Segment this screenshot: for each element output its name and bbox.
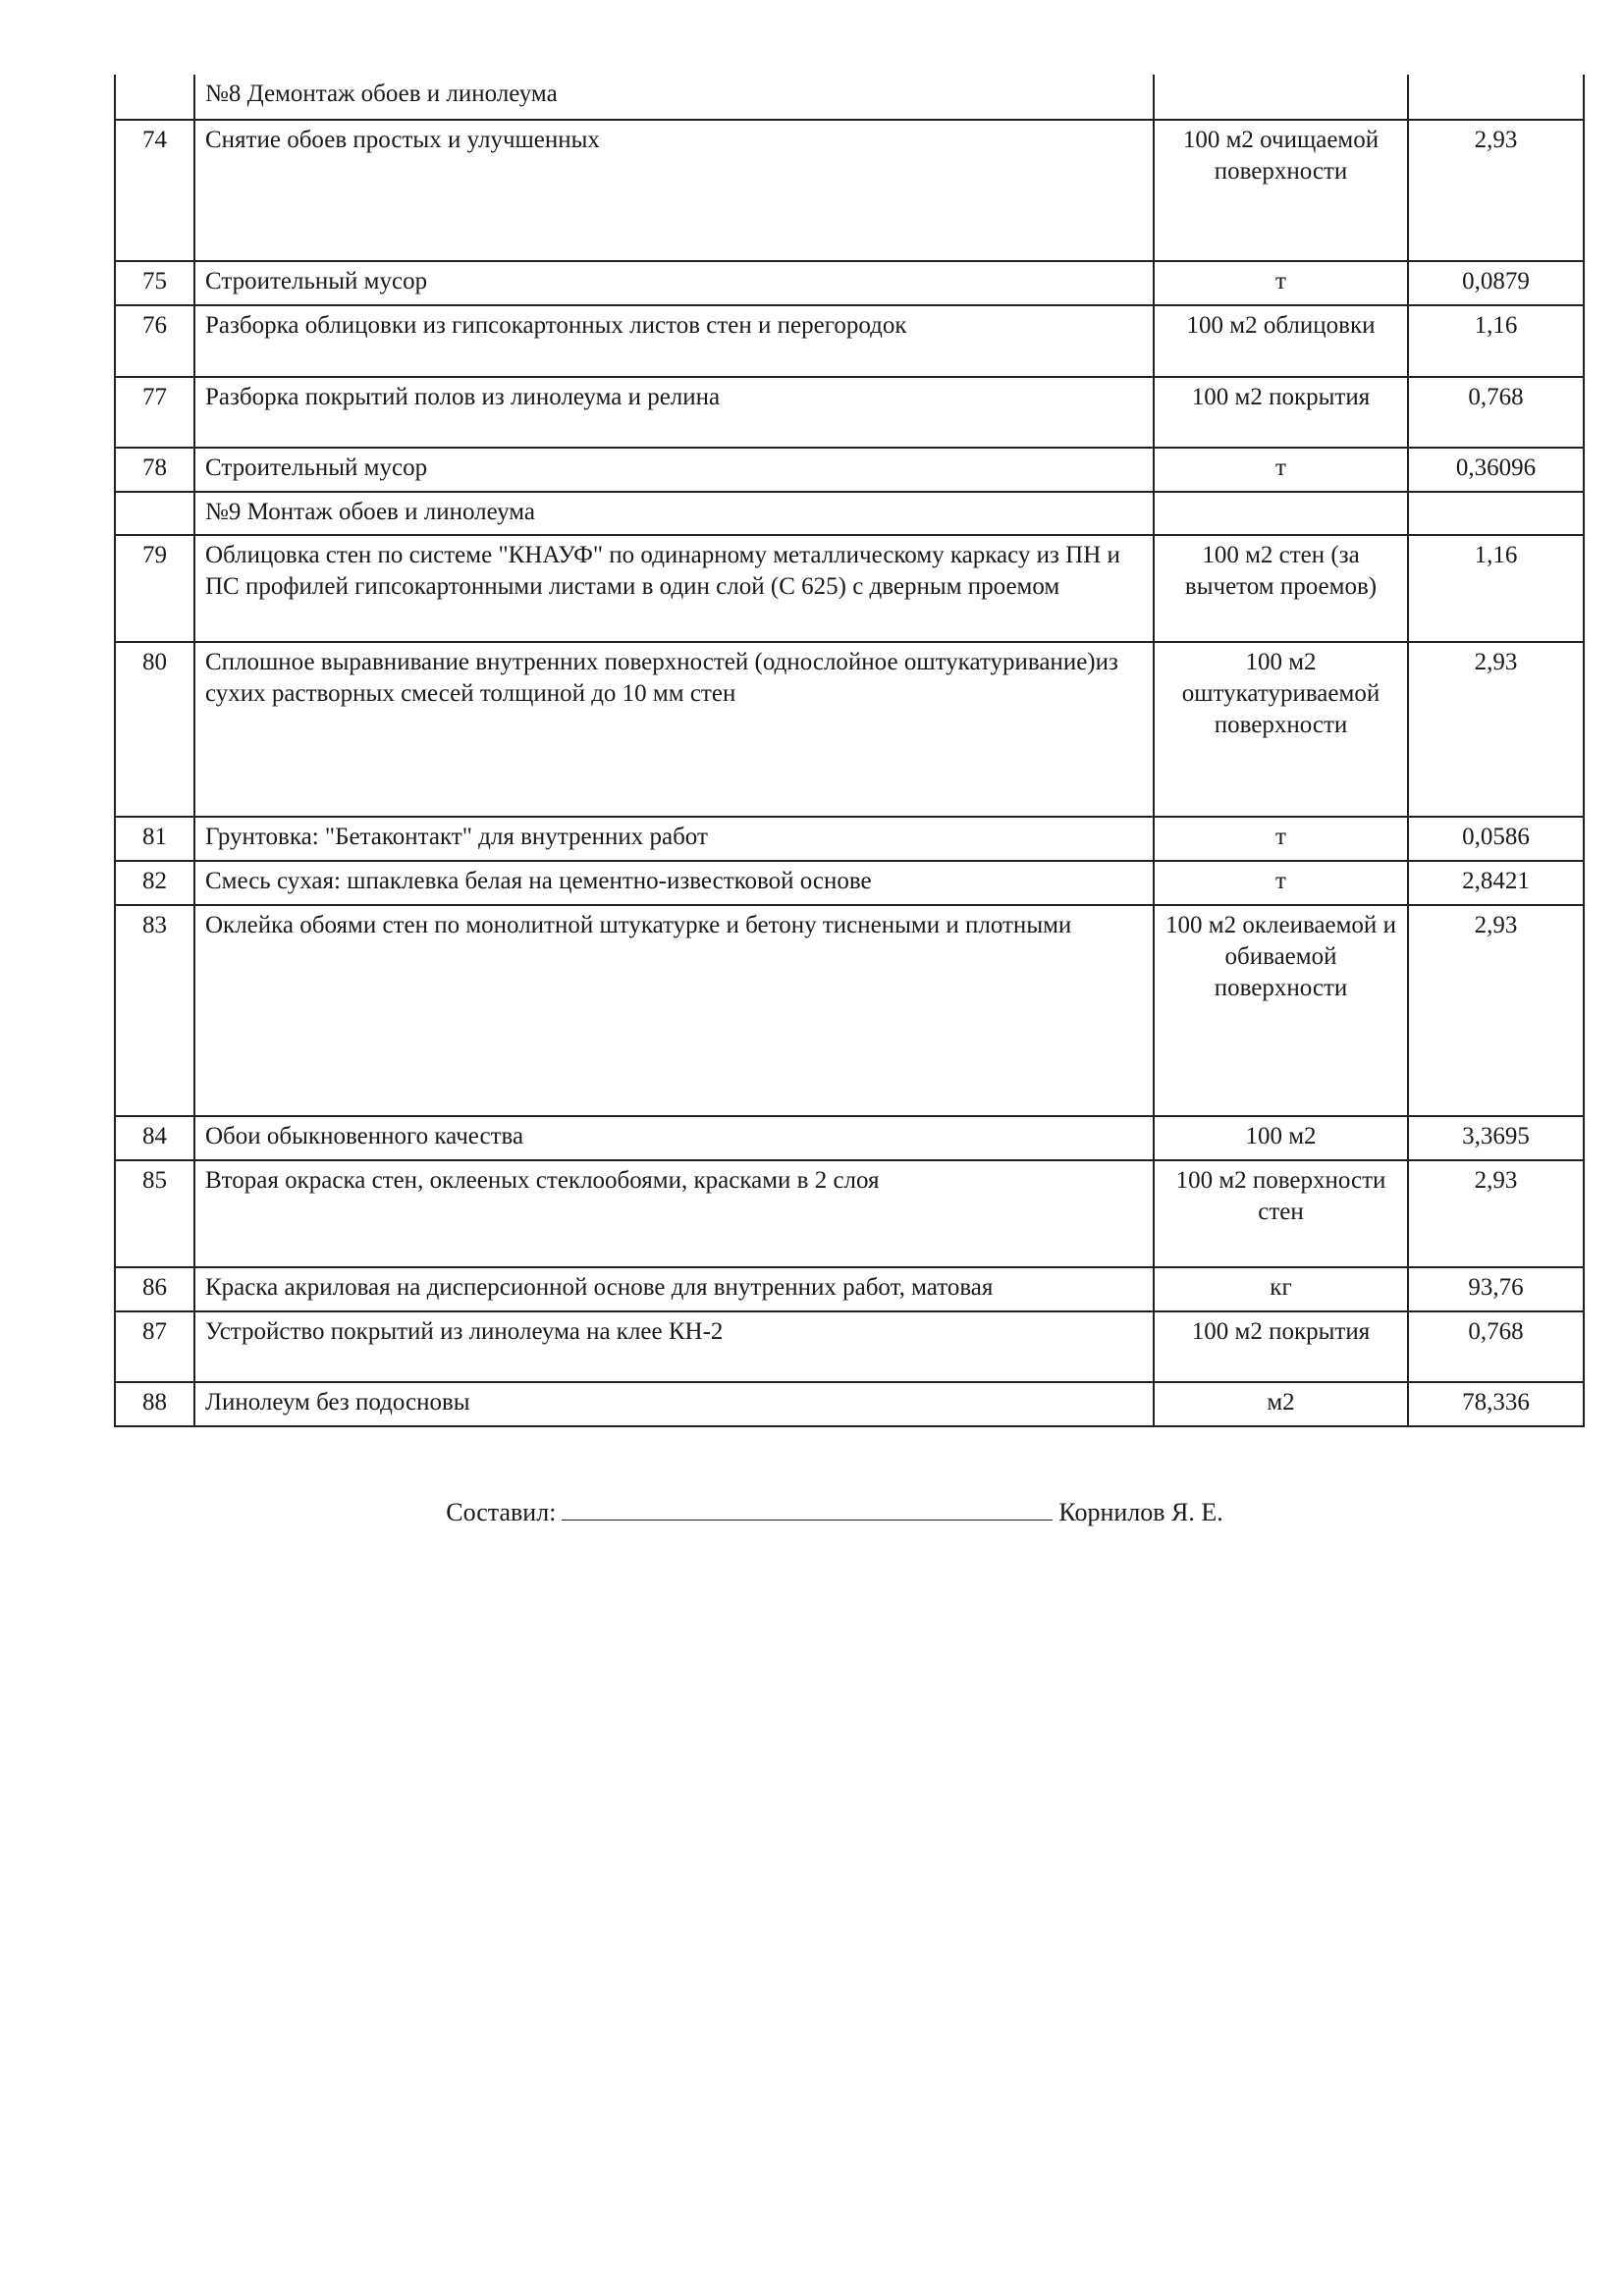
table-row [115, 448, 1584, 492]
row-number: 87 [115, 1311, 194, 1382]
work-description: Смесь сухая: шпаклевка белая на цементно-известковой основе [194, 861, 1154, 905]
table-row [115, 1116, 1584, 1160]
work-description: №9 Монтаж обоев и линолеума [194, 492, 1154, 535]
quantity: 2,93 [1408, 905, 1584, 1116]
quantity: 1,16 [1408, 535, 1584, 642]
signature-name: Корнилов Я. Е. [1058, 1498, 1223, 1526]
quantity: 0,0879 [1408, 261, 1584, 305]
table-row [115, 261, 1584, 305]
signature-label: Составил: [446, 1498, 557, 1526]
unit-of-measure: 100 м2 оклеиваемой и обиваемой поверхности [1154, 905, 1408, 1116]
row-number: 74 [115, 120, 194, 261]
section-header-row [115, 492, 1584, 535]
signature-line [562, 1494, 1053, 1521]
unit-of-measure: 100 м2 [1154, 1116, 1408, 1160]
row-number: 81 [115, 817, 194, 861]
quantity: 78,336 [1408, 1382, 1584, 1426]
row-number: 83 [115, 905, 194, 1116]
quantity: 2,8421 [1408, 861, 1584, 905]
work-description: Строительный мусор [194, 448, 1154, 492]
unit-of-measure: 100 м2 поверхности стен [1154, 1160, 1408, 1267]
estimate-table [114, 75, 1585, 1427]
quantity: 2,93 [1408, 1160, 1584, 1267]
row-number: 85 [115, 1160, 194, 1267]
work-description: Разборка облицовки из гипсокартонных листов стен и перегородок [194, 305, 1154, 377]
row-number: 80 [115, 642, 194, 817]
row-number: 75 [115, 261, 194, 305]
work-description: Линолеум без подосновы [194, 1382, 1154, 1426]
table-row [115, 817, 1584, 861]
unit-of-measure: м2 [1154, 1382, 1408, 1426]
row-number: 82 [115, 861, 194, 905]
table-row [115, 642, 1584, 817]
unit-of-measure: 100 м2 покрытия [1154, 1311, 1408, 1382]
quantity: 0,0586 [1408, 817, 1584, 861]
table-row [115, 1160, 1584, 1267]
table-row [115, 1311, 1584, 1382]
work-description: Вторая окраска стен, оклееных стеклообоями, красками в 2 слоя [194, 1160, 1154, 1267]
table-row [115, 120, 1584, 261]
work-description: Обои обыкновенного качества [194, 1116, 1154, 1160]
work-description: №8 Демонтаж обоев и линолеума [194, 75, 1154, 120]
work-description: Разборка покрытий полов из линолеума и релина [194, 377, 1154, 448]
row-number: 88 [115, 1382, 194, 1426]
unit-of-measure: т [1154, 448, 1408, 492]
row-number: 76 [115, 305, 194, 377]
work-description: Грунтовка: "Бетаконтакт" для внутренних работ [194, 817, 1154, 861]
row-number: 77 [115, 377, 194, 448]
work-description: Снятие обоев простых и улучшенных [194, 120, 1154, 261]
table-row [115, 1382, 1584, 1426]
quantity: 0,768 [1408, 1311, 1584, 1382]
unit-of-measure: 100 м2 облицовки [1154, 305, 1408, 377]
quantity: 0,36096 [1408, 448, 1584, 492]
work-description: Краска акриловая на дисперсионной основе для внутренних работ, матовая [194, 1267, 1154, 1311]
row-number [115, 75, 194, 120]
unit-of-measure: т [1154, 817, 1408, 861]
row-number: 84 [115, 1116, 194, 1160]
work-description: Строительный мусор [194, 261, 1154, 305]
quantity: 93,76 [1408, 1267, 1584, 1311]
quantity [1408, 492, 1584, 535]
signature-block [0, 1494, 1624, 1527]
quantity [1408, 75, 1584, 120]
row-number: 78 [115, 448, 194, 492]
quantity: 3,3695 [1408, 1116, 1584, 1160]
work-description: Устройство покрытий из линолеума на клее КН-2 [194, 1311, 1154, 1382]
table-row [115, 305, 1584, 377]
work-description: Сплошное выравнивание внутренних поверхностей (однослойное оштукатуривание)из сухих растворных смесей толщиной до 10 мм стен [194, 642, 1154, 817]
section-header-row [115, 75, 1584, 120]
table-row [115, 1267, 1584, 1311]
estimate-table-body [115, 75, 1584, 1426]
unit-of-measure [1154, 492, 1408, 535]
unit-of-measure [1154, 75, 1408, 120]
quantity: 0,768 [1408, 377, 1584, 448]
row-number: 86 [115, 1267, 194, 1311]
quantity: 2,93 [1408, 120, 1584, 261]
unit-of-measure: 100 м2 очищаемой поверхности [1154, 120, 1408, 261]
table-row [115, 535, 1584, 642]
unit-of-measure: 100 м2 оштукатуриваемой поверхности [1154, 642, 1408, 817]
work-description: Оклейка обоями стен по монолитной штукатурке и бетону тиснеными и плотными [194, 905, 1154, 1116]
unit-of-measure: 100 м2 стен (за вычетом проемов) [1154, 535, 1408, 642]
unit-of-measure: кг [1154, 1267, 1408, 1311]
quantity: 2,93 [1408, 642, 1584, 817]
unit-of-measure: 100 м2 покрытия [1154, 377, 1408, 448]
table-row [115, 861, 1584, 905]
work-description: Облицовка стен по системе "КНАУФ" по одинарному металлическому каркасу из ПН и ПС профилей гипсокартонными листами в один слой (С 625) с дверным проемом [194, 535, 1154, 642]
quantity: 1,16 [1408, 305, 1584, 377]
row-number: 79 [115, 535, 194, 642]
table-row [115, 905, 1584, 1116]
row-number [115, 492, 194, 535]
unit-of-measure: т [1154, 861, 1408, 905]
unit-of-measure: т [1154, 261, 1408, 305]
table-row [115, 377, 1584, 448]
